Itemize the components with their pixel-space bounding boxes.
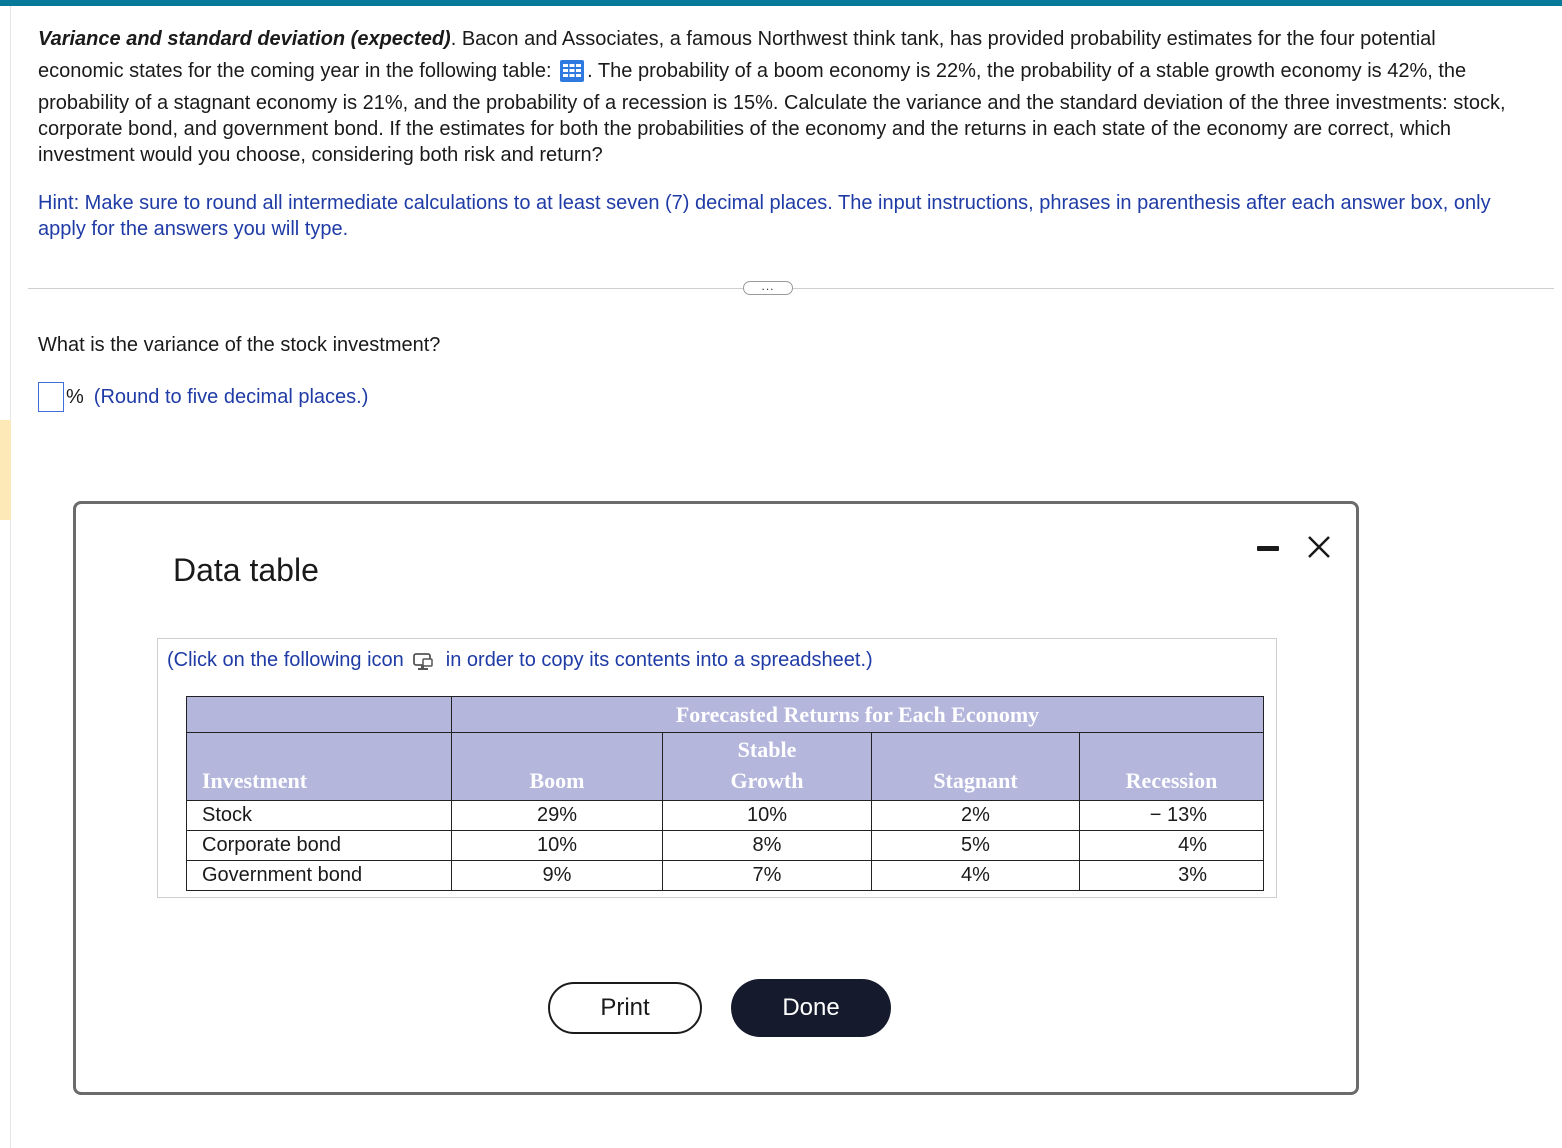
header-stagnant: Stagnant [872,733,1080,801]
table-icon[interactable] [559,59,585,83]
left-rule [10,6,11,1148]
table-row [187,861,1264,891]
table-row [187,831,1264,861]
cell-stagnant: 4% [872,861,1080,891]
question-line1: . Bacon and Associates, a famous Northwest think tank, has provided probability estimates for the four potential [450,28,1436,50]
data-table-panel [157,638,1277,898]
data-table-dialog [73,501,1359,1095]
question-line3: probability of a stagnant economy is 21%, and the probability of a recession is 15%. Calculate the variance and the standard deviation of the three investments: stock, corporate bond, and government bond. If the estimates for both the probabilities of the economy and the returns in each state of the economy are correct, which investment would you choose, considering both risk and return? [38,92,1506,166]
header-stable-line1: Stable [737,737,797,762]
cell-boom: 9% [452,861,663,891]
cell-investment: Government bond [187,861,452,891]
cell-boom: 10% [452,831,663,861]
question-text [38,24,1543,168]
cell-investment: Corporate bond [187,831,452,861]
cell-stable: 7% [663,861,872,891]
answer-input[interactable] [38,382,64,412]
print-button[interactable]: Print [548,982,702,1034]
top-accent-bar [0,0,1562,6]
answer-instruction: (Round to five decimal places.) [93,385,369,408]
copy-icon[interactable] [412,650,434,672]
returns-table [186,696,1264,891]
cell-boom: 29% [452,801,663,831]
header-boom: Boom [452,733,663,801]
close-icon[interactable] [1304,532,1334,562]
answer-unit: % [66,385,84,408]
copy-text-start: (Click on the following icon [167,649,404,671]
question-title: Variance and standard deviation (expected) [38,28,451,50]
header-stable-line2: Growth [730,768,804,793]
minimize-icon[interactable] [1256,542,1280,554]
done-button[interactable]: Done [731,979,891,1037]
cell-stable: 10% [663,801,872,831]
copy-text-end: in order to copy its contents into a spreadsheet.) [445,649,873,671]
header-forecasted-returns: Forecasted Returns for Each Economy [452,697,1264,733]
cell-stable: 8% [663,831,872,861]
cell-recession: 3% [1080,861,1264,891]
cell-recession: − 13% [1080,801,1264,831]
header-stable-growth [663,733,872,801]
header-recession: Recession [1080,733,1264,801]
question-line2-start: economic states for the coming year in the following table: [38,60,552,82]
left-accent [0,420,11,520]
table-row [187,801,1264,831]
cell-stagnant: 5% [872,831,1080,861]
subquestion: What is the variance of the stock investment? [38,334,441,356]
header-blank [187,697,452,733]
expand-more-button[interactable]: ... [743,281,793,295]
answer-row [38,381,368,413]
cell-stagnant: 2% [872,801,1080,831]
header-investment: Investment [187,733,452,801]
dialog-title: Data table [173,552,319,588]
cell-recession: 4% [1080,831,1264,861]
cell-investment: Stock [187,801,452,831]
copy-instruction [167,649,873,672]
hint-text: Hint: Make sure to round all intermediate calculations to at least seven (7) decimal places. The input instructions, phrases in parenthesis after each answer box, only apply for the answers you will type. [38,192,1491,240]
question-line2-end: . The probability of a boom economy is 22%, the probability of a stable growth economy is 42%, the [587,60,1467,82]
